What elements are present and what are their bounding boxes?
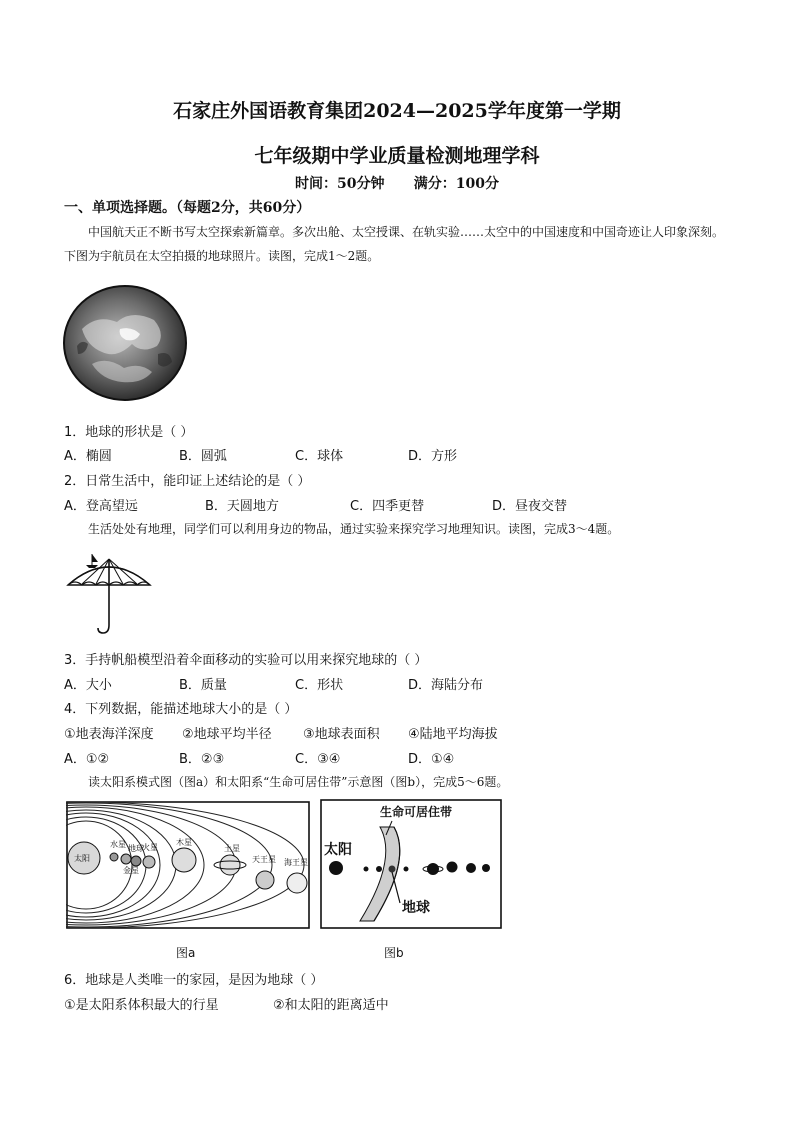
figure-a-caption: 图a — [176, 946, 196, 960]
question-6-items — [64, 994, 764, 1014]
q4-item-2: ②地球平均半径 — [182, 727, 272, 742]
fig-a-label-uranus: 天王星 — [252, 855, 276, 864]
fig-a-label-jupiter: 木星 — [176, 838, 192, 847]
question-2-stem: 2．日常生活中，能印证上述结论的是（ ） — [64, 474, 311, 489]
section-heading-single-choice: 一、单项选择题。（每题2分，共60分） — [64, 200, 311, 216]
umbrella-sailboat-figure — [64, 547, 154, 637]
passage-3: 读太阳系模式图（图a）和太阳系“生命可居住带”示意图（图b），完成5～6题。 — [88, 775, 509, 789]
exam-title-line1: 石家庄外国语教育集团2024—2025学年度第一学期 — [173, 100, 621, 122]
q6-item-1: ①是太阳系体积最大的行星 — [64, 998, 219, 1013]
exam-title-line2: 七年级期中学业质量检测地理学科 — [254, 145, 540, 167]
passage-1: 中国航天正不断书写太空探索新篇章。多次出舱、太空授课、在轨实验……太空中的中国速度和中国奇迹让人印象深刻。下图为宇航员在太空拍摄的地球照片。读图，完成1～2题。 — [64, 225, 725, 263]
q1-option-b[interactable]: B．圆弧 — [179, 449, 227, 464]
question-6-stem: 6．地球是人类唯一的家园，是因为地球（ ） — [64, 973, 324, 988]
q3-option-d[interactable]: D．海陆分布 — [408, 678, 484, 693]
q4-option-b[interactable]: B．②③ — [179, 752, 225, 767]
figure-b-habitable-zone — [320, 799, 502, 929]
fig-b-earth-label: 地球 — [402, 900, 430, 916]
q2-option-c[interactable]: C．四季更替 — [350, 499, 425, 514]
question-1-stem: 1．地球的形状是（ ） — [64, 425, 194, 440]
q1-option-a[interactable]: A．椭圆 — [64, 449, 112, 464]
question-4-items — [64, 723, 764, 743]
q4-option-a[interactable]: A．①② — [64, 752, 110, 767]
q4-item-3: ③地球表面积 — [303, 727, 380, 742]
fig-b-zone-label: 生命可居住带 — [380, 805, 453, 819]
question-3-options — [64, 674, 764, 694]
question-4-options — [64, 748, 764, 768]
q3-option-b[interactable]: B．质量 — [179, 678, 227, 693]
q2-option-a[interactable]: A．登高望远 — [64, 499, 138, 514]
q3-option-a[interactable]: A．大小 — [64, 678, 112, 693]
fig-a-label-venus: 金星 — [123, 866, 139, 875]
q4-item-4: ④陆地平均海拔 — [408, 727, 498, 742]
q3-option-c[interactable]: C．形状 — [295, 678, 344, 693]
question-1-options — [64, 445, 764, 465]
q2-option-d[interactable]: D．昼夜交替 — [492, 499, 568, 514]
fig-a-label-earth: 地球 — [128, 844, 144, 853]
figure-a-solar-system — [66, 801, 310, 929]
earth-photo — [62, 284, 188, 402]
q2-option-b[interactable]: B．天圆地方 — [205, 499, 279, 514]
fig-a-label-neptune: 海王星 — [284, 858, 308, 867]
time-and-score: 时间：50分钟 满分：100分 — [295, 176, 499, 192]
q4-option-d[interactable]: D．①④ — [408, 752, 455, 767]
fig-a-label-mars: 火星 — [142, 843, 158, 852]
fig-b-sun-label: 太阳 — [324, 842, 352, 858]
q1-option-d[interactable]: D．方形 — [408, 449, 458, 464]
question-4-stem: 4．下列数据，能描述地球大小的是（ ） — [64, 702, 298, 717]
q4-option-c[interactable]: C．③④ — [295, 752, 341, 767]
fig-a-label-mercury: 水星 — [110, 840, 126, 849]
question-2-options — [64, 495, 764, 515]
passage-2: 生活处处有地理，同学们可以利用身边的物品，通过实验来探究学习地理知识。读图，完成3～4题。 — [88, 522, 620, 536]
q6-item-2: ②和太阳的距离适中 — [273, 998, 389, 1013]
q1-option-c[interactable]: C．球体 — [295, 449, 344, 464]
question-3-stem: 3．手持帆船模型沿着伞面移动的实验可以用来探究地球的（ ） — [64, 653, 428, 668]
fig-a-label-sun: 太阳 — [74, 854, 90, 863]
fig-a-label-saturn: 土星 — [224, 844, 240, 853]
figure-b-caption: 图b — [384, 946, 404, 960]
q4-item-1: ①地表海洋深度 — [64, 727, 154, 742]
